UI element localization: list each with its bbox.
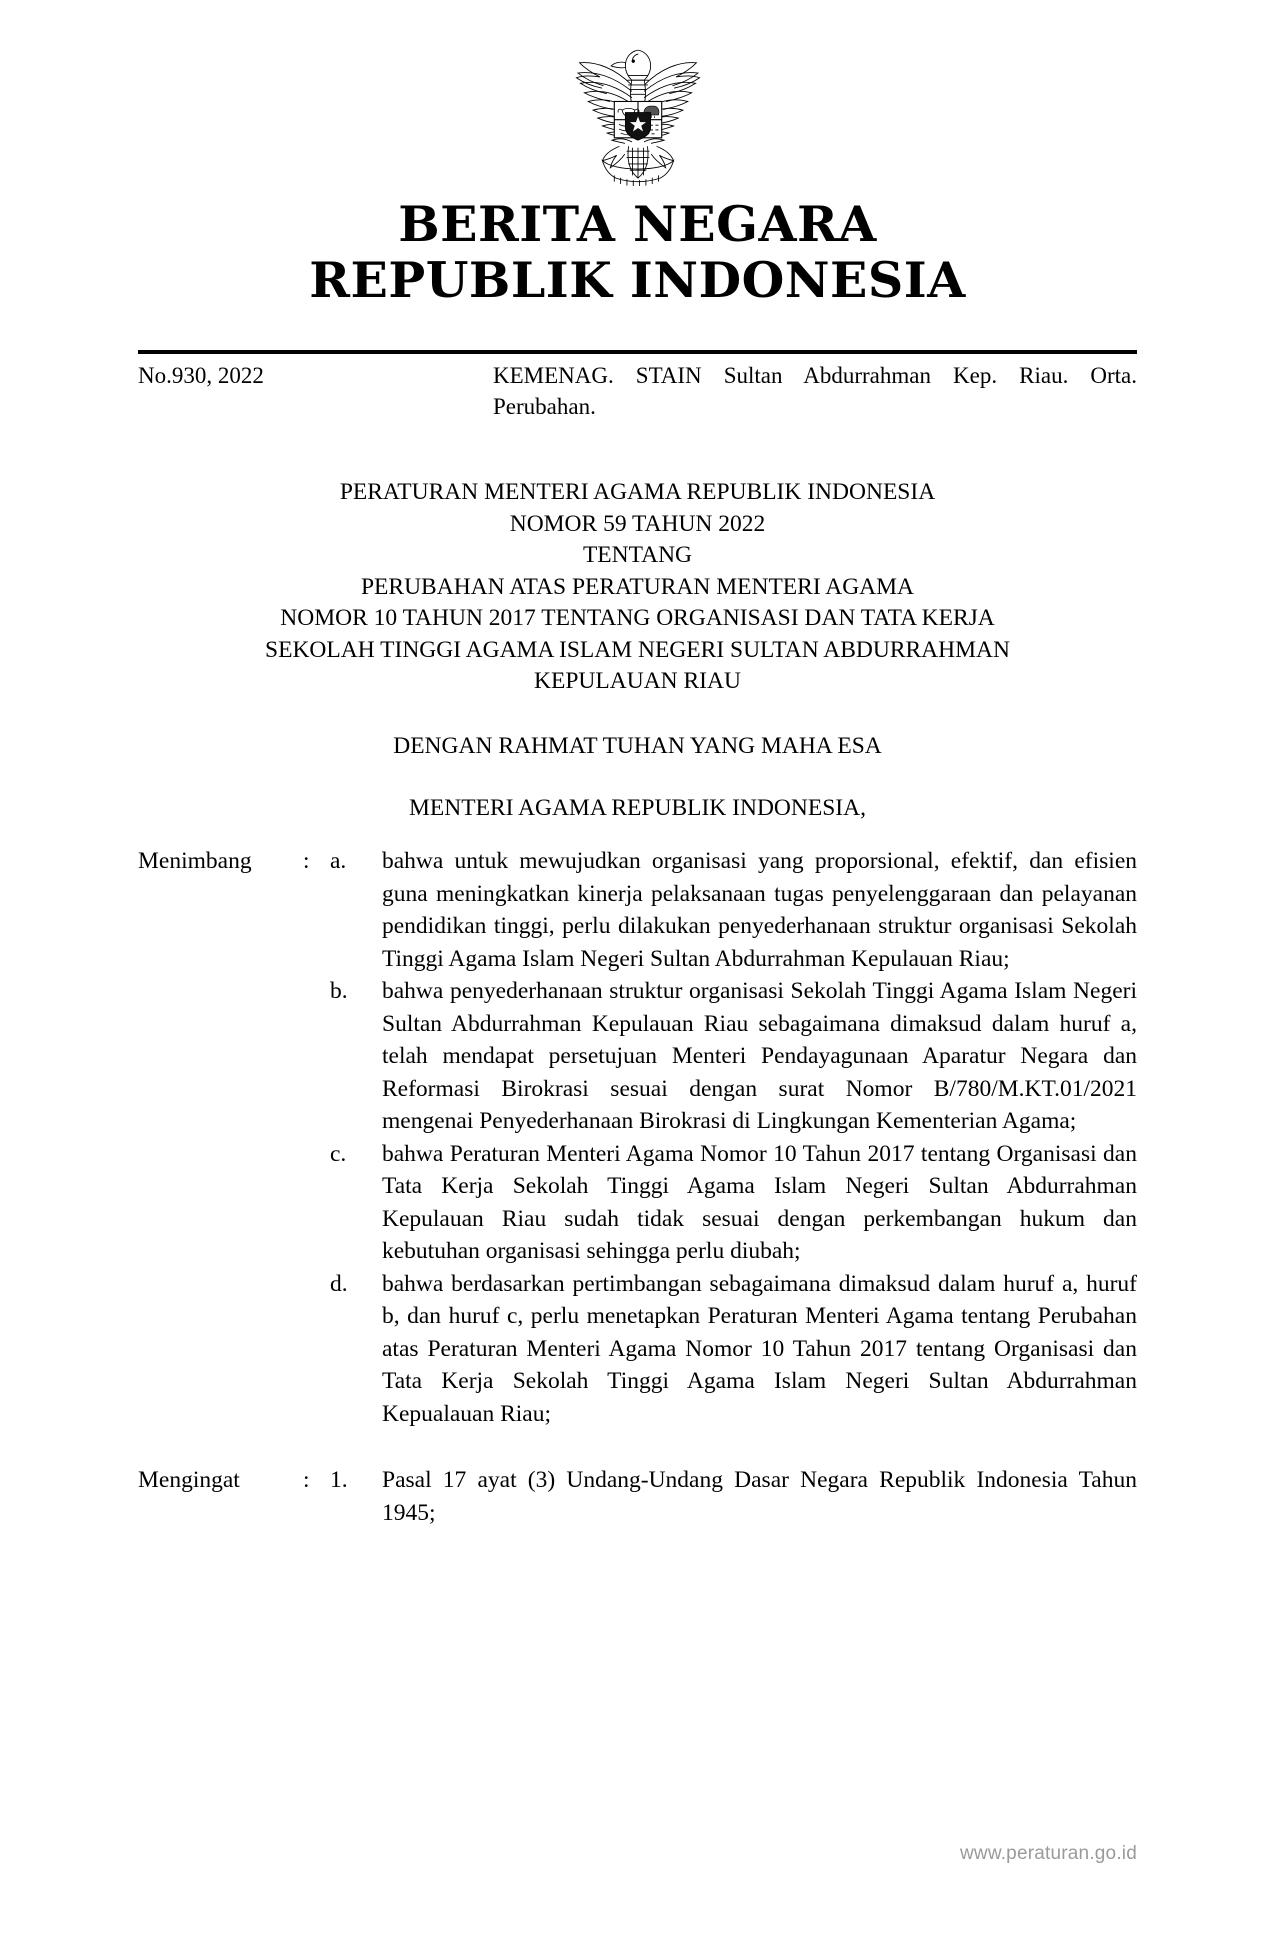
title-spacer-1 — [138, 698, 1137, 731]
title-line-4: PERUBAHAN ATAS PERATURAN MENTERI AGAMA — [360, 573, 915, 600]
considering-marker-a: a. — [330, 848, 347, 874]
considering-colon: : — [303, 848, 310, 874]
authority-line: MENTERI AGAMA REPUBLIK INDONESIA, — [409, 795, 866, 821]
considering-item-a — [138, 845, 1137, 975]
title-spacer-2 — [138, 762, 1137, 793]
recalling-marker-1: 1. — [330, 1467, 348, 1493]
considering-text-a: bahwa untuk mewujudkan organisasi yang proporsional, efektif, dan efisien guna meningkatkan kinerja pelaksanaan tugas penyelenggaraan dan pelayanan pendidikan tinggi, perlu dilakukan penyederhanaan struktur organisasi Sekolah Tinggi Agama Islam Negeri Sultan Abdurrahman Kepulauan Riau; — [382, 848, 1137, 972]
considering-text-b: bahwa penyederhanaan struktur organisasi Sekolah Tinggi Agama Islam Negeri Sultan Abdurrahman Kepulauan Riau sebagaimana dimaksud dalam huruf a, telah mendapat persetujuan Menteri Pendayagunaan Aparatur Negara dan Reformasi Birokrasi sesuai dengan surat Nomor B/780/M.KT.01/2021 mengenai Penyederhanaan Birokrasi di Lingkungan Kementerian Agama; — [382, 978, 1137, 1134]
footer-watermark: www.peraturan.go.id — [959, 1843, 1137, 1864]
title-line-6: SEKOLAH TINGGI AGAMA ISLAM NEGERI SULTAN ABDURRAHMAN — [265, 636, 1010, 663]
emblem-container — [0, 28, 1275, 186]
considering-item-b — [138, 975, 1137, 1138]
title-line-2: NOMOR 59 TAHUN 2022 — [509, 510, 766, 537]
considering-marker-c: c. — [330, 1140, 347, 1167]
clause-block-gap — [138, 1430, 1137, 1464]
considering-item-c — [138, 1138, 1137, 1268]
masthead-line-2: REPUBLIK INDONESIA — [309, 251, 966, 309]
blessing-line: DENGAN RAHMAT TUHAN YANG MAHA ESA — [393, 732, 882, 759]
title-line-1: PERATURAN MENTERI AGAMA REPUBLIK INDONESIA — [339, 479, 936, 505]
garuda-pancasila-emblem — [558, 28, 718, 186]
considering-marker-b: b. — [330, 978, 348, 1004]
regulation-title-block — [138, 477, 1137, 825]
considering-label: Menimbang — [138, 848, 252, 874]
considering-text-c: bahwa Peraturan Menteri Agama Nomor 10 Tahun 2017 tentang Organisasi dan Tata Kerja Sekolah Tinggi Agama Islam Negeri Sultan Abdurrahman Kepulauan Riau sudah tidak sesuai dengan perkembangan hukum dan kebutuhan organisasi sehingga perlu diubah; — [382, 1140, 1137, 1264]
masthead — [0, 196, 1275, 308]
gazette-subject-keywords: KEMENAG. STAIN Sultan Abdurrahman Kep. Riau. Orta. Perubahan. — [493, 363, 1137, 419]
title-line-7: KEPULAUAN RIAU — [534, 668, 741, 694]
gazette-number: No.930, 2022 — [138, 363, 264, 388]
recalling-label: Mengingat — [138, 1467, 240, 1493]
gazette-header-row — [138, 360, 1137, 422]
recalling-text-1: Pasal 17 ayat (3) Undang-Undang Dasar Negara Republik Indonesia Tahun 1945; — [382, 1467, 1137, 1526]
clauses-section — [138, 845, 1137, 1529]
masthead-divider — [138, 350, 1137, 354]
considering-marker-d: d. — [330, 1270, 348, 1297]
considering-text-d: bahwa berdasarkan pertimbangan sebagaimana dimaksud dalam huruf a, huruf b, dan huruf c, perlu menetapkan Peraturan Menteri Agama tentang Perubahan atas Peraturan Menteri Agama Nomor 10 Tahun 2017 tentang Organisasi dan Tata Kerja Sekolah Tinggi Agama Islam Negeri Sultan Abdurrahman Kepualauan Riau; — [382, 1270, 1137, 1427]
recalling-colon: : — [303, 1467, 310, 1493]
recalling-item-1 — [138, 1464, 1137, 1529]
title-line-5: NOMOR 10 TAHUN 2017 TENTANG ORGANISASI DAN TATA KERJA — [280, 605, 995, 631]
title-line-3: TENTANG — [582, 542, 693, 568]
masthead-line-1: BERITA NEGARA — [398, 195, 877, 253]
considering-item-d — [138, 1268, 1137, 1431]
